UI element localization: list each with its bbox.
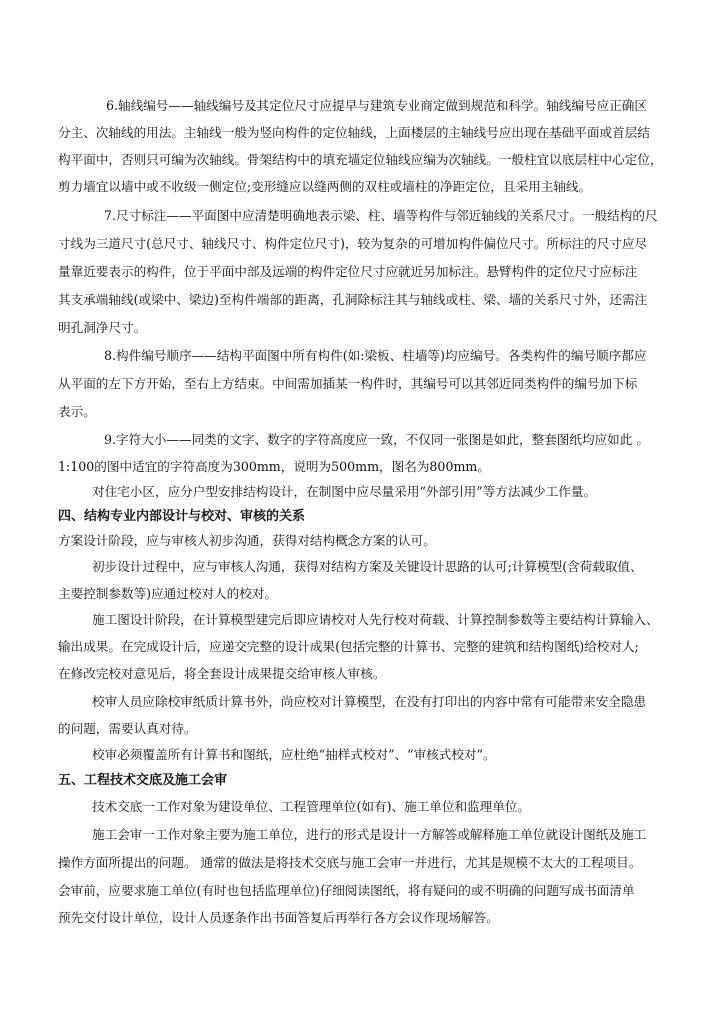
text-line: 施工图设计阶段，在计算模型建完后即应请校对人先行校对荷载、计算控制参数等主要结构计算输入、 [92, 612, 659, 627]
text-line: 方案设计阶段，应与审核人初步沟通，获得对结构概念方案的认可。 [58, 533, 436, 548]
text-line: 操作方面所提出的问题。 通常的做法是将技术交底与施工会审一并进行，尤其是规模不太大的工程项目。 [58, 855, 642, 870]
text-line: 对住宅小区，应分户型安排结构设计，在制图中应尽量采用“外部引用”等方法减少工作量。 [92, 484, 597, 499]
text-line: 1:100的图中适宜的字符高度为300mm，说明为500mm，图名为800mm。 [58, 459, 490, 474]
text-line: 主要控制参数等)应通过校对人的校对。 [58, 586, 278, 601]
text-line: 构平面中，否则只可编为次轴线。骨架结构中的填充墙定位轴线应编为次轴线。一般柱宜以底层柱中心定位， [58, 152, 663, 167]
text-line: 表示。 [58, 404, 96, 419]
section-heading: 五、工程技术交底及施工会审 [58, 773, 228, 788]
text-line: 预先交付设计单位，设计人员逐条作出书面答复后再举行各方会议作现场解答。 [58, 910, 499, 925]
text-line: 8.构件编号顺序——结构平面图中所有构件(如:梁板、柱墙等)均应编号。各类构件的编号顺序都应 [104, 348, 647, 363]
text-line: 初步设计过程中，应与审核人沟通，获得对结构方案及关键设计思路的认可;计算模型(含荷载取值、 [92, 559, 643, 574]
text-line: 量靠近要表示的构件，位于平面中部及远端的构件定位尺寸应就近另加标注。悬臂构件的定位尺寸应标注 [58, 264, 638, 279]
text-line: 在修改完校对意见后，将全套设计成果提交给审核人审核。 [58, 666, 386, 681]
text-line: 6.轴线编号——轴线编号及其定位尺寸应提早与建筑专业商定做到规范和科学。轴线编号应正确区 [106, 98, 647, 113]
text-line: 校审人员应除校审纸质计算书外，尚应校对计算模型，在没有打印出的内容中常有可能带来安全隐患 [92, 694, 647, 709]
text-line: 分主、次轴线的用法。主轴线一般为竖向构件的定位轴线，上面楼层的主轴线号应出现在基础平面或首层结 [58, 125, 650, 140]
text-line: 会审前，应要求施工单位(有时也包括监理单位)仔细阅读图纸，将有疑问的或不明确的问题写成书面清单 [58, 883, 635, 898]
text-line: 施工会审一工作对象主要为施工单位，进行的形式是设计一方解答或解释施工单位就设计图纸及施工 [92, 827, 647, 842]
text-line: 明孔洞净尺寸。 [58, 320, 147, 335]
section-heading: 四、结构专业内部设计与校对、审核的关系 [58, 509, 306, 524]
text-line: 寸线为三道尺寸(总尺寸、轴线尺寸、构件定位尺寸)，较为复杂的可增加构件偏位尺寸。所标注的尺寸应尽 [58, 236, 648, 251]
text-line: 9.字符大小——同类的文字、数字的字符高度应一致，不仅同一张图是如此，整套图纸均应如此 。 [104, 432, 649, 447]
text-line: 技术交底一工作对象为建设单位、工程管理单位(如有)、施工单位和监理单位。 [92, 799, 531, 814]
text-line: 校审必须覆盖所有计算书和图纸，应杜绝“抽样式校对”、“审核式校对”。 [92, 747, 496, 762]
text-line: 从平面的左下方开始，至右上方结束。中间需加插某一构件时，其编号可以其邻近同类构件的编号加下标 [58, 376, 638, 391]
text-line: 7.尺寸标注——平面图中应清楚明确地表示梁、柱、墙等构件与邻近轴线的关系尺寸。一般结构的尺 [104, 208, 658, 223]
text-line: 输出成果。在完成设计后，应递交完整的设计成果(包括完整的计算书、完整的建筑和结构图纸)给校对人; [58, 639, 639, 654]
text-line: 其支承端轴线(或梁中、梁边)至构件端部的距离，孔洞除标注其与轴线或柱、梁、墙的关系尺寸外，还需注 [58, 292, 648, 307]
text-line: 的问题，需要认真对待。 [58, 721, 197, 736]
text-line: 剪力墙宜以墙中或不收级一侧定位;变形缝应以缝两侧的双柱或墙柱的净距定位，且采用主轴线。 [58, 179, 592, 194]
